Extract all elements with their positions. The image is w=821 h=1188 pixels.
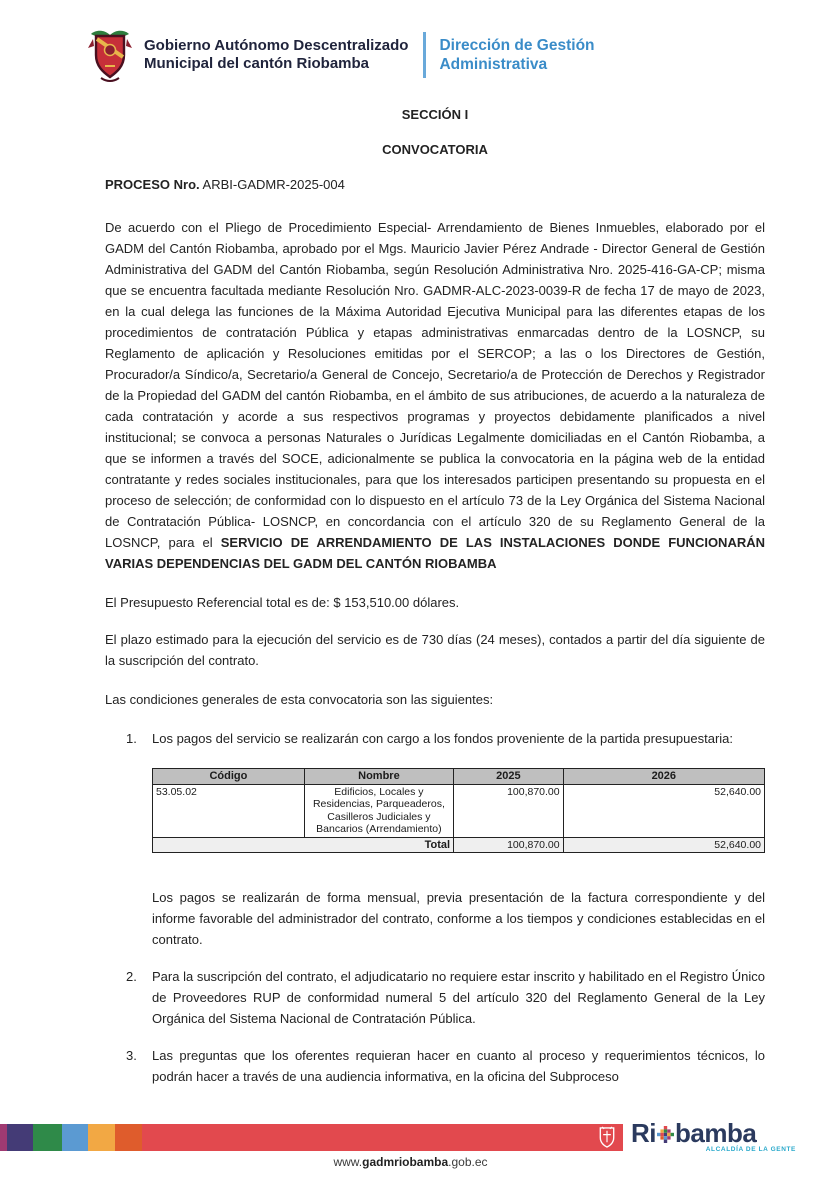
org-name-line2: Municipal del cantón Riobamba	[144, 54, 370, 72]
footer-shield-icon	[597, 1126, 617, 1149]
list-item-1-text: Los pagos del servicio se realizarán con cargo a los fondos proveniente de la partida presupuestaria:	[152, 731, 734, 746]
budget-table	[152, 768, 765, 853]
total-2026: 52,640.00	[563, 837, 764, 853]
intro-bold-text: SERVICIO DE ARRENDAMIENTO DE LAS INSTALACIONES DONDE FUNCIONARÁN VARIAS DEPENDENCIAS DEL GADM DEL CANTÓN RIOBAMBA	[105, 535, 765, 571]
page-header	[85, 26, 595, 83]
budget-table-header-row	[153, 769, 765, 785]
list-item-3	[105, 1045, 765, 1087]
budget-paragraph: El Presupuesto Referencial total es de: $ 153,510.00 dólares.	[105, 595, 460, 610]
budget-table-data-row	[153, 784, 765, 837]
section-title: SECCIÓN I	[401, 107, 469, 122]
stripe-segment-amber	[88, 1124, 115, 1151]
url-prefix: www.	[333, 1155, 363, 1169]
riobamba-tagline: ALCALDÍA DE LA GENTE	[705, 1146, 796, 1153]
stripe-segment-green	[33, 1124, 62, 1151]
list-item-3-marker: 3.	[126, 1048, 137, 1063]
list-item-1-marker: 1.	[126, 731, 137, 746]
org-name-line1: Gobierno Autónomo Descentralizado	[144, 36, 409, 54]
stripe-segment-blue	[62, 1124, 88, 1151]
department-line1: Dirección de Gestión	[439, 36, 595, 54]
payment-note-paragraph: Los pagos se realizarán de forma mensual, previa presentación de la factura correspondiente y del informe favorable del administrador del contrato, conforme a los tiempos y condiciones establecidas en el contrato.	[152, 890, 765, 947]
process-label: PROCESO Nro.	[105, 177, 200, 192]
cell-codigo: 53.05.02	[153, 784, 305, 837]
stripe-segment-orange	[115, 1124, 142, 1151]
total-2025: 100,870.00	[454, 837, 564, 853]
col-header-nombre: Nombre	[304, 769, 453, 785]
col-header-codigo: Código	[153, 769, 305, 785]
budget-table-total-row	[153, 837, 765, 853]
intro-paragraph	[105, 217, 765, 574]
department-line2: Administrativa	[439, 55, 548, 73]
riobamba-diamond-icon	[657, 1126, 674, 1143]
cell-2026: 52,640.00	[563, 784, 764, 837]
conditions-intro: Las condiciones generales de esta convocatoria son las siguientes:	[105, 692, 494, 707]
stripe-segment-red	[142, 1124, 623, 1151]
list-item-2-marker: 2.	[126, 969, 137, 984]
col-header-2025: 2025	[454, 769, 564, 785]
document-body	[105, 104, 765, 1087]
url-suffix: .gob.ec	[448, 1155, 488, 1169]
website-url	[0, 1155, 821, 1169]
stripe-segment-magenta	[0, 1124, 7, 1151]
process-number: ARBI-GADMR-2025-004	[202, 177, 345, 192]
department-name	[439, 36, 594, 74]
cell-2025: 100,870.00	[454, 784, 564, 837]
col-header-2026: 2026	[563, 769, 764, 785]
list-item-1	[105, 728, 765, 950]
list-item-3-text: Las preguntas que los oferentes requieran hacer en cuanto al proceso y requerimientos técnicos, lo podrán hacer a través de una audiencia informativa, en la oficina del Subproceso	[152, 1048, 765, 1084]
coat-of-arms-icon	[85, 26, 135, 83]
org-name	[144, 37, 408, 73]
list-item-2-text: Para la suscripción del contrato, el adjudicatario no requiere estar inscrito y habilitado en el Registro Único de Proveedores RUP de conformidad numeral 5 del artículo 320 del Reglamento General de la Ley Orgánica del Sistema Nacional de Contratación Pública.	[152, 969, 765, 1026]
riobamba-logo	[631, 1119, 796, 1153]
riobamba-logo-text-left: Ri	[631, 1118, 656, 1148]
riobamba-logo-text-right: bamba	[675, 1118, 757, 1148]
url-domain: gadmriobamba	[362, 1155, 449, 1169]
header-divider	[423, 32, 426, 78]
term-paragraph: El plazo estimado para la ejecución del servicio es de 730 días (24 meses), contados a partir del día siguiente de la suscripción del contrato.	[105, 632, 765, 668]
process-line	[105, 174, 765, 195]
document-title: CONVOCATORIA	[382, 142, 488, 157]
footer-color-stripe	[0, 1124, 623, 1151]
intro-text: De acuerdo con el Pliego de Procedimiento Especial- Arrendamiento de Bienes Inmuebles, elaborado por el GADM del Cantón Riobamba, aprobado por el Mgs. Mauricio Javier Pérez Andrade - Director General de Gestión Administrativa del GADM del Cantón Riobamba, según Resolución Administrativa Nro. 2025-416-GA-CP; misma que se encuentra facultada mediante Resolución Nro. GADMR-ALC-2023-0039-R de fecha 17 de mayo de 2023, en la cual delega las funciones de la Máxima Autoridad Ejecutiva Municipal para las diferentes etapas de los procedimientos de contratación Pública y etapas administrativas enmarcadas dentro de la LOSNCP, su Reglamento de aplicación y Resoluciones emitidas por el SERCOP; a las o los Directores de Gestión, Procurador/a Síndico/a, Secretario/a General de Concejo, Secretario/a de Protección de Derechos y Registrador de la Propiedad del GADM del cantón Riobamba, en el ámbito de sus atribuciones, de acuerdo a la naturaleza de cada contratación y acorde a sus respectivos programas y proyectos debidamente planificados a nivel institucional; se convoca a personas Naturales o Jurídicas Legalmente domiciliadas en el Cantón Riobamba, a que se informen a través del SOCE, adicionalmente se publica la convocatoria en la página web de la entidad contratante y redes sociales institucionales, para que los interesados participen presentando su propuesta en el proceso de selección; de conformidad con lo dispuesto en el artículo 73 de la Ley Orgánica del Sistema Nacional de Contratación Pública- LOSNCP, en concordancia con el artículo 320 de su Reglamento General de la LOSNCP, para el	[105, 220, 765, 550]
list-item-2	[105, 966, 765, 1029]
stripe-segment-indigo	[7, 1124, 33, 1151]
cell-nombre: Edificios, Locales y Residencias, Parqueaderos, Casilleros Judiciales y Bancarios (Arrendamiento)	[304, 784, 453, 837]
total-label: Total	[153, 837, 454, 853]
